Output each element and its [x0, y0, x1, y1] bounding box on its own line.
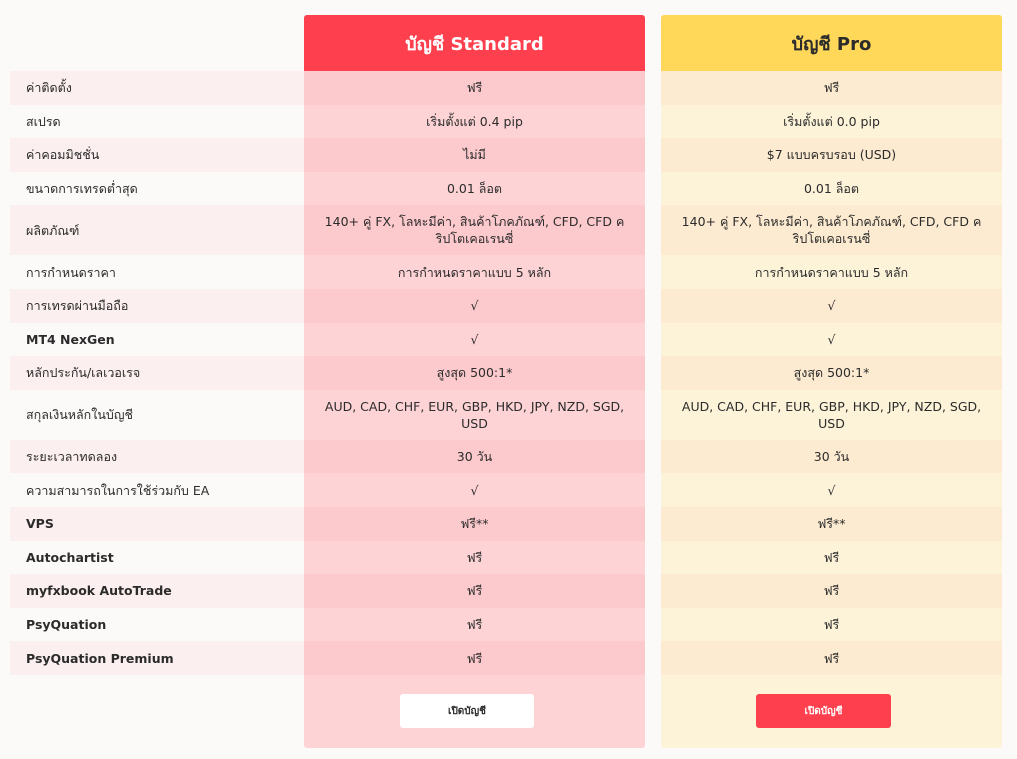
row-label: PsyQuation	[10, 608, 304, 642]
row-label: ค่าคอมมิชชั่น	[10, 138, 304, 172]
row-label: ระยะเวลาทดลอง	[10, 440, 304, 474]
row-label: การเทรดผ่านมือถือ	[10, 289, 304, 323]
table-row	[10, 641, 1002, 675]
standard-value: 0.01 ล็อต	[304, 172, 645, 206]
standard-value: AUD, CAD, CHF, EUR, GBP, HKD, JPY, NZD, SGD, USD	[304, 390, 645, 440]
standard-value: ฟรี	[304, 608, 645, 642]
pro-value: √	[661, 323, 1002, 357]
standard-value: สูงสุด 500:1*	[304, 356, 645, 390]
table-row	[10, 507, 1002, 541]
pro-value: $7 แบบครบรอบ (USD)	[661, 138, 1002, 172]
pro-value: การกำหนดราคาแบบ 5 หลัก	[661, 255, 1002, 289]
row-label: MT4 NexGen	[10, 323, 304, 357]
table-row	[10, 138, 1002, 172]
row-label: สกุลเงินหลักในบัญชี	[10, 390, 304, 440]
row-label: ความสามารถในการใช้ร่วมกับ EA	[10, 473, 304, 507]
pro-value: 140+ คู่ FX, โลหะมีค่า, สินค้าโภคภัณฑ์, CFD, CFD คริปโตเคอเรนซี่	[661, 205, 1002, 255]
table-row	[10, 105, 1002, 139]
row-label: Autochartist	[10, 541, 304, 575]
pro-value: ฟรี	[661, 541, 1002, 575]
standard-value: ฟรี	[304, 641, 645, 675]
row-label: VPS	[10, 507, 304, 541]
row-label: PsyQuation Premium	[10, 641, 304, 675]
table-row	[10, 541, 1002, 575]
standard-value: การกำหนดราคาแบบ 5 หลัก	[304, 255, 645, 289]
row-label: การกำหนดราคา	[10, 255, 304, 289]
table-row	[10, 574, 1002, 608]
row-label: ผลิตภัณฑ์	[10, 205, 304, 255]
standard-value: เริ่มตั้งแต่ 0.4 pip	[304, 105, 645, 139]
pro-value: สูงสุด 500:1*	[661, 356, 1002, 390]
row-label: สเปรด	[10, 105, 304, 139]
standard-value: 30 วัน	[304, 440, 645, 474]
row-label: myfxbook AutoTrade	[10, 574, 304, 608]
pro-value: เริ่มตั้งแต่ 0.0 pip	[661, 105, 1002, 139]
row-label: ค่าติดตั้ง	[10, 71, 304, 105]
pro-value: AUD, CAD, CHF, EUR, GBP, HKD, JPY, NZD, SGD, USD	[661, 390, 1002, 440]
pro-account-header: บัญชี Pro	[661, 15, 1002, 71]
pro-value: 0.01 ล็อต	[661, 172, 1002, 206]
table-row	[10, 172, 1002, 206]
pro-value: √	[661, 473, 1002, 507]
open-standard-account-button[interactable]: เปิดบัญชี	[400, 694, 534, 728]
standard-value: ฟรี	[304, 71, 645, 105]
pro-value: ฟรี	[661, 641, 1002, 675]
open-pro-account-button[interactable]: เปิดบัญชี	[756, 694, 891, 728]
standard-value: ฟรี	[304, 541, 645, 575]
row-label: หลักประกัน/เลเวอเรจ	[10, 356, 304, 390]
pro-value: ฟรี	[661, 71, 1002, 105]
table-row	[10, 390, 1002, 440]
table-row	[10, 205, 1002, 255]
table-row	[10, 323, 1002, 357]
standard-value: √	[304, 473, 645, 507]
standard-value: √	[304, 289, 645, 323]
table-row	[10, 289, 1002, 323]
table-row	[10, 473, 1002, 507]
standard-value: √	[304, 323, 645, 357]
pro-value: √	[661, 289, 1002, 323]
standard-value: 140+ คู่ FX, โลหะมีค่า, สินค้าโภคภัณฑ์, CFD, CFD คริปโตเคอเรนซี่	[304, 205, 645, 255]
table-row	[10, 71, 1002, 105]
standard-value: ไม่มี	[304, 138, 645, 172]
table-row	[10, 608, 1002, 642]
pro-value: ฟรี**	[661, 507, 1002, 541]
table-row	[10, 255, 1002, 289]
pro-value: ฟรี	[661, 574, 1002, 608]
table-row	[10, 440, 1002, 474]
row-label: ขนาดการเทรดต่ำสุด	[10, 172, 304, 206]
standard-value: ฟรี	[304, 574, 645, 608]
comparison-table	[10, 71, 1002, 675]
pro-value: ฟรี	[661, 608, 1002, 642]
pro-value: 30 วัน	[661, 440, 1002, 474]
standard-value: ฟรี**	[304, 507, 645, 541]
standard-account-header: บัญชี Standard	[304, 15, 645, 71]
table-row	[10, 356, 1002, 390]
